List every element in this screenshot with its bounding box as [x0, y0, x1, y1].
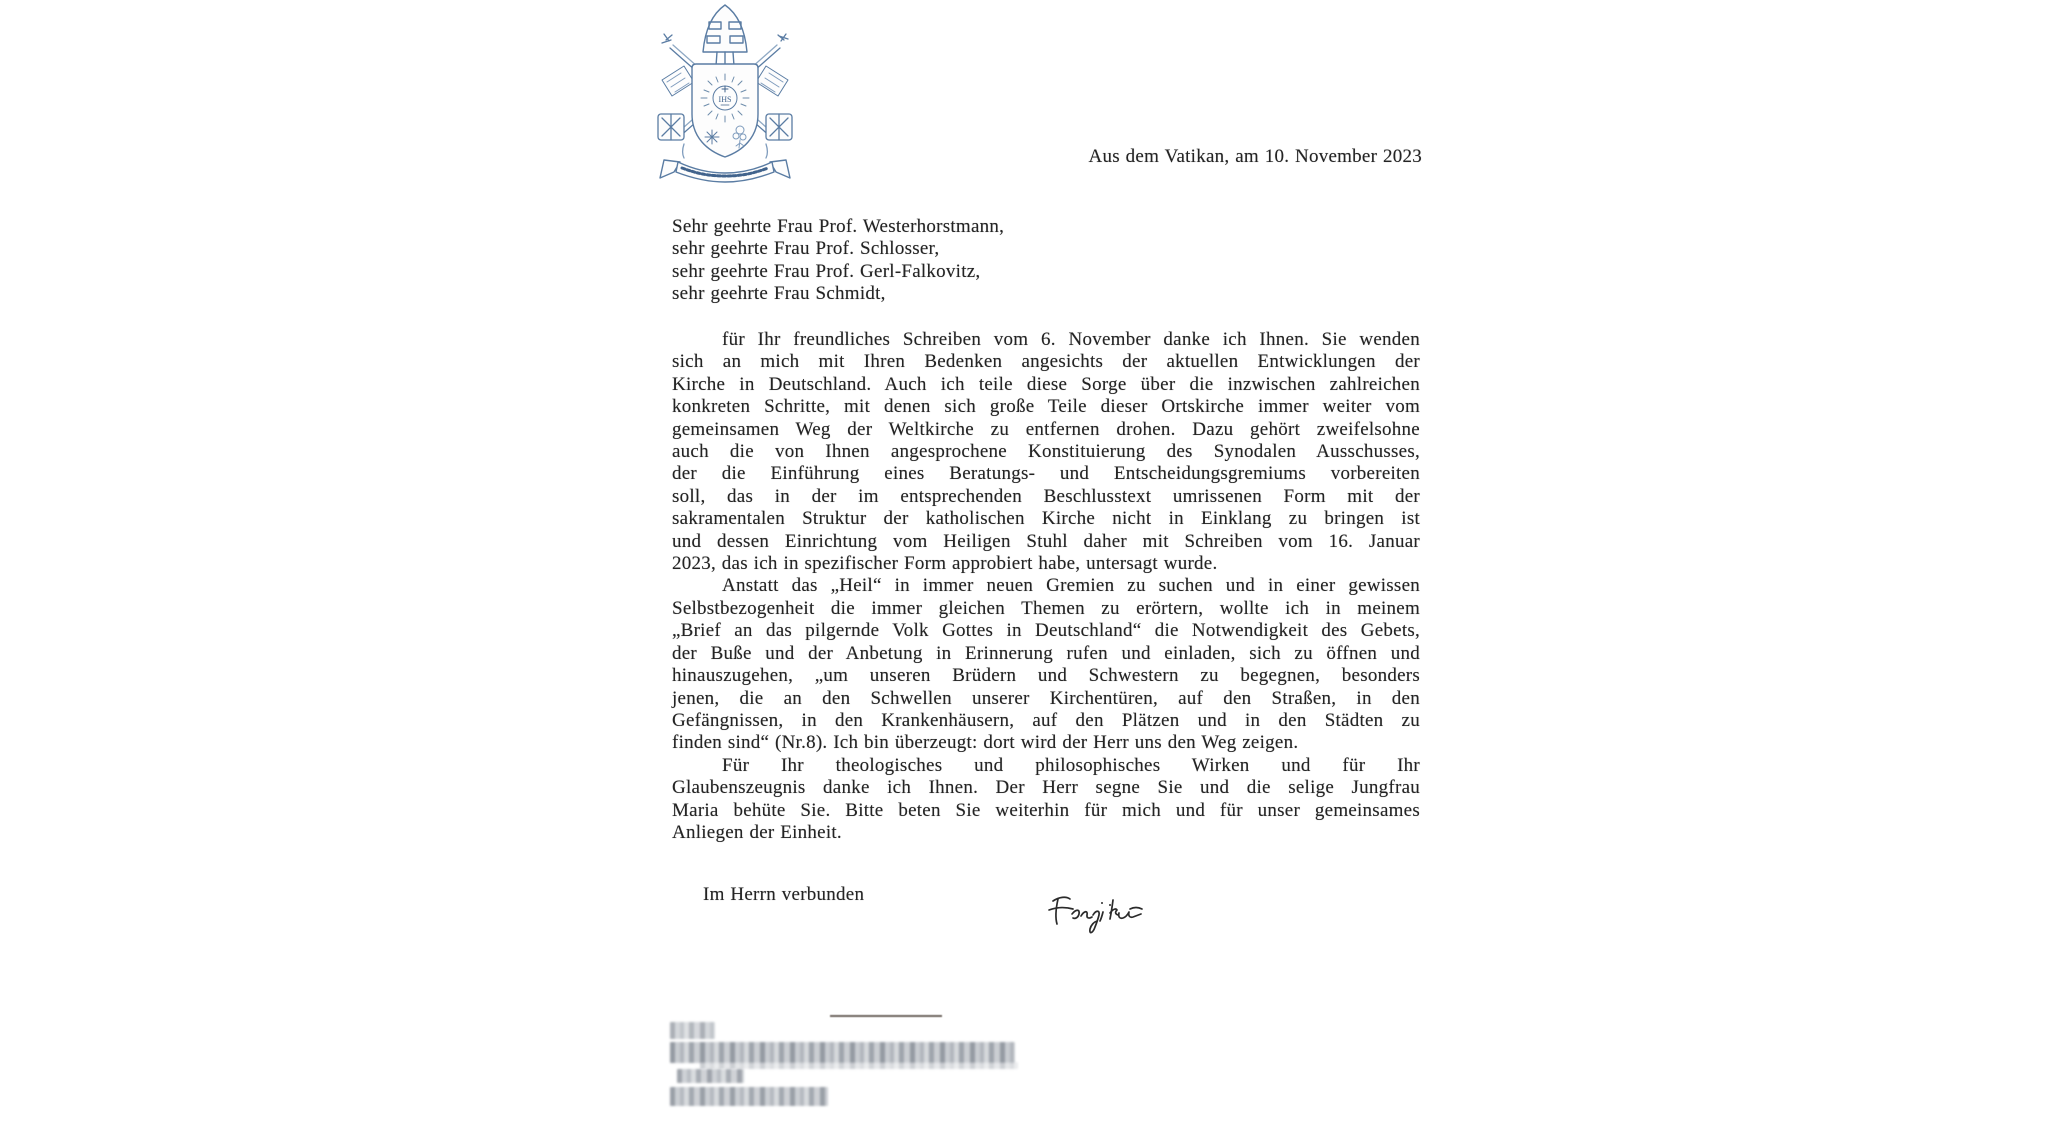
papal-coat-of-arms-emblem	[650, 2, 800, 184]
body-line: gemeinsamen Weg der Weltkirche zu entfernen drohen. Dazu gehört zweifelsohne	[672, 418, 1420, 440]
body-line: auch die von Ihnen angesprochene Konstituierung des Synodalen Ausschusses,	[672, 441, 1420, 463]
body-line: jenen, die an den Schwellen unserer Kirchentüren, auf den Straßen, in den	[672, 687, 1420, 709]
motto-banner-icon	[660, 160, 790, 182]
date-line: Aus dem Vatikan, am 10. November 2023	[1088, 146, 1422, 167]
salutation-line: sehr geehrte Frau Prof. Gerl-Falkovitz,	[672, 260, 981, 282]
mitre-icon	[703, 5, 747, 68]
redacted-address-block	[677, 1069, 744, 1083]
body-line: der die Einführung eines Beratungs- und Entscheidungsgremiums vorbereiten	[672, 463, 1420, 485]
body-line: Maria behüte Sie. Bitte beten Sie weiterhin für mich und für unser gemeinsames	[672, 799, 1420, 821]
body-line: Glaubenszeugnis danke ich Ihnen. Der Herr segne Sie und die selige Jungfrau	[672, 777, 1420, 799]
salutation-line: Sehr geehrte Frau Prof. Westerhorstmann,	[672, 216, 1005, 237]
redacted-address-block	[670, 1087, 828, 1106]
salutation-line: sehr geehrte Frau Schmidt,	[672, 283, 886, 305]
shield-icon	[692, 64, 758, 157]
body-line: für Ihr freundliches Schreiben vom 6. November danke ich Ihnen. Sie wenden	[722, 329, 1420, 350]
body-line: finden sind“ (Nr.8). Ich bin überzeugt: dort wird der Herr uns den Weg zeigen.	[672, 732, 1299, 754]
body-line: Anstatt das „Heil“ in immer neuen Gremien zu suchen und in einer gewissen	[722, 575, 1420, 597]
pope-signature-handwriting	[1045, 893, 1145, 941]
body-line: Kirche in Deutschland. Auch ich teile diese Sorge über die inzwischen zahlreichen	[672, 373, 1420, 395]
body-line: konkreten Schritte, mit denen sich große Teile dieser Ortskirche immer weiter vom	[672, 396, 1420, 418]
paragraph-3	[672, 755, 1420, 845]
address-separator-line	[830, 1015, 942, 1017]
redacted-address-block	[700, 1062, 1018, 1069]
body-line: Für Ihr theologisches und philosophisches Wirken und für Ihr	[722, 754, 1420, 776]
body-line: Selbstbezogenheit die immer gleichen Themen zu erörtern, wollte ich in meinem	[672, 597, 1420, 619]
salutation-block	[672, 216, 1412, 306]
body-line: sich an mich mit Ihren Bedenken angesichts der aktuellen Entwicklungen der	[672, 351, 1420, 373]
star-icon	[705, 130, 719, 144]
svg-text:IHS: IHS	[718, 95, 732, 104]
body-line: hinauszugehen, „um unseren Brüdern und Schwestern zu begegnen, besonders	[672, 665, 1420, 687]
body-line: 2023, das ich in spezifischer Form approbiert habe, untersagt wurde.	[672, 553, 1218, 575]
body-line: Anliegen der Einheit.	[672, 821, 842, 843]
redacted-address-block	[670, 1042, 1015, 1063]
paragraph-1	[672, 329, 1420, 575]
redacted-address-block	[670, 1022, 715, 1039]
body-line: soll, das in der im entsprechenden Beschlusstext umrissenen Form mit der	[672, 485, 1420, 507]
body-line: und dessen Einrichtung vom Heiligen Stuhl daher mit Schreiben vom 16. Januar	[672, 530, 1420, 552]
salutation-line: sehr geehrte Frau Prof. Schlosser,	[672, 238, 940, 260]
body-line: „Brief an das pilgernde Volk Gottes in Deutschland“ die Notwendigkeit des Gebets,	[672, 620, 1420, 642]
body-line: sakramentalen Struktur der katholischen Kirche nicht in Einklang zu bringen ist	[672, 508, 1420, 530]
paragraph-2	[672, 575, 1420, 754]
valediction-text: Im Herrn verbunden	[703, 884, 865, 905]
body-line: Gefängnissen, in den Krankenhäusern, auf den Plätzen und in den Städten zu	[672, 709, 1420, 731]
letter-body	[672, 329, 1420, 844]
body-line: der Buße und der Anbetung in Erinnerung rufen und einladen, sich zu öffnen und	[672, 642, 1420, 664]
